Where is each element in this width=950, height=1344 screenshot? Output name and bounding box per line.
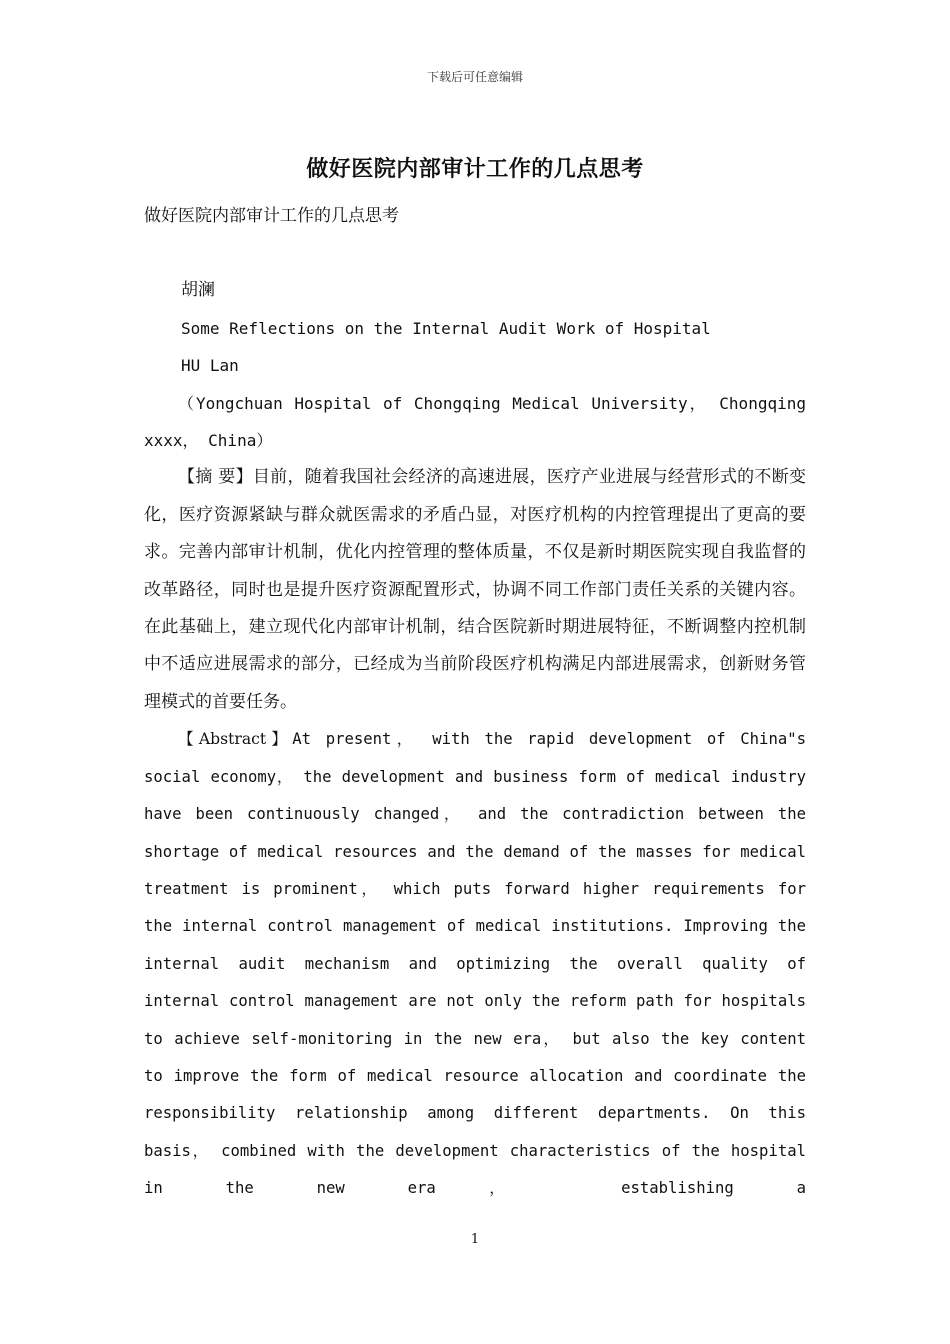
abstract-cn-label: 【摘 要】	[178, 467, 253, 488]
affiliation: （Yongchuan Hospital of Chongqing Medical University， Chongqing xxxx， China）	[144, 393, 806, 451]
english-title: Some Reflections on the Internal Audit Work of Hospital	[181, 318, 711, 338]
abstract-en-label: 【Abstract】	[178, 730, 293, 749]
document-title: 做好医院内部审计工作的几点思考	[306, 156, 644, 182]
abstract-cn-text: 目前，随着我国社会经济的高速进展，医疗产业进展与经营形式的不断变化，医疗资源紧缺与群众就医需求的矛盾凸显，对医疗机构的内控管理提出了更高的要求。完善内部审计机制，优化内控管理的整体质量，不仅是新时期医院实现自我监督的改革路径，同时也是提升医疗资源配置形式，协调不同工作部门责任关系的关键内容。在此基础上，建立现代化内部审计机制，结合医院新时期进展特征，不断调整内控机制中不适应进展需求的部分，已经成为当前阶段医疗机构满足内部进展需求，创新财务管理模式的首要任务。	[144, 467, 806, 712]
page-number: 1	[470, 1232, 480, 1247]
abstract-en-text: At present， with the rapid development of China"s social economy， the development and business form of medical industry have been continuously changed， and the contradiction between the shortage of medical resources and the demand of the masses for medical treatment is prominent， which puts forward higher requirements for the internal control management of medical institutions. Improving the internal audit mechanism and optimizing the overall quality of internal control management are not only the reform path for hospitals to achieve self-monitoring in the new era， but also the key content to improve the form of medical resource allocation and coordinate the responsibility relationship among different departments. On this basis， combined with the development characteristics of the hospital in the new era， establishing a	[144, 730, 806, 1198]
abstract-en	[144, 721, 806, 1207]
header-note: 下载后可任意编辑	[426, 70, 523, 84]
document-subtitle: 做好医院内部审计工作的几点思考	[144, 206, 399, 226]
abstract-cn	[144, 459, 806, 721]
document-body	[144, 198, 806, 1208]
author-name-cn: 胡澜	[181, 280, 215, 301]
author-name-en: HU Lan	[181, 356, 239, 376]
